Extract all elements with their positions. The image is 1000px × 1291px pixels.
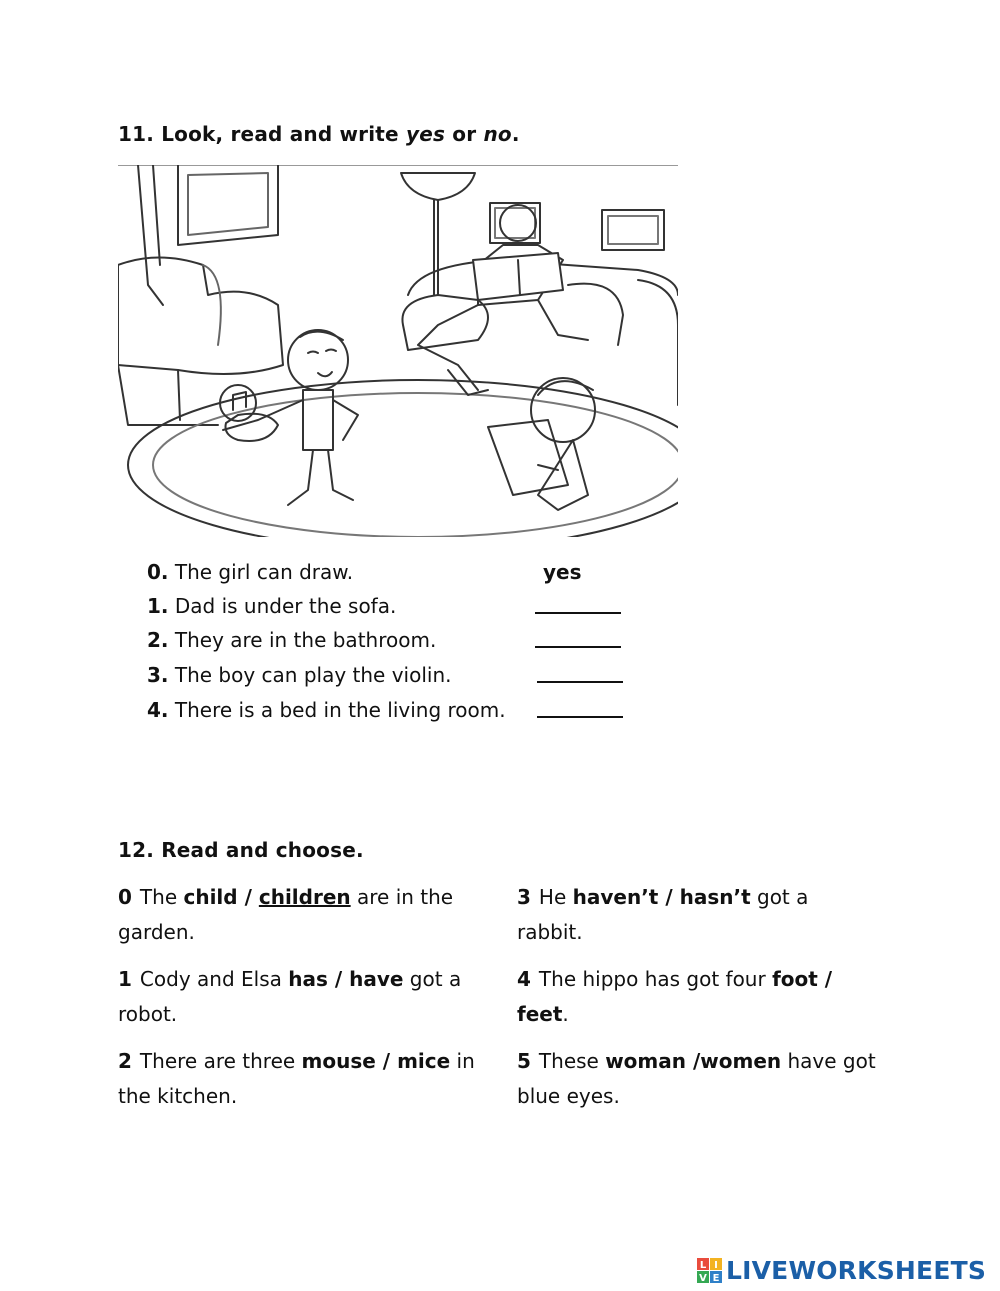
statement-text: The boy can play the violin.: [174, 663, 452, 687]
option-1[interactable]: woman: [605, 1049, 686, 1073]
statement-text: They are in the bathroom.: [174, 628, 437, 652]
choice-item-2: [118, 1044, 480, 1114]
instruction-yes: yes: [406, 122, 446, 146]
exercise-12-heading: 12. Read and choose.: [118, 838, 364, 862]
item-number: 5: [517, 1049, 531, 1073]
statement-text: There is a bed in the living room.: [174, 698, 506, 722]
statement-text: Dad is under the sofa.: [174, 594, 397, 618]
item-text: These: [538, 1049, 599, 1073]
statement-3: [147, 661, 452, 689]
item-text: The hippo has got four: [538, 967, 766, 991]
exercise-11-heading: [118, 122, 520, 146]
answer-line[interactable]: [537, 696, 623, 718]
item-number: 0: [118, 885, 132, 909]
item-text-end: have got blue eyes.: [517, 1049, 876, 1108]
instruction-no: no: [483, 122, 512, 146]
statement-number: 0.: [147, 560, 169, 584]
answer-blank-3[interactable]: [537, 661, 623, 690]
answer-example: yes: [543, 560, 582, 584]
item-text-end: got a rabbit.: [517, 885, 809, 944]
logo-tile: [710, 1271, 722, 1283]
item-number: 2: [118, 1049, 132, 1073]
item-text: The: [139, 885, 178, 909]
item-number: 1: [118, 967, 132, 991]
logo-wordmark: LIVEWORKSHEETS: [726, 1255, 987, 1285]
answer-blank-2[interactable]: [535, 626, 621, 655]
statement-number: 3.: [147, 663, 169, 687]
statement-1: [147, 592, 396, 620]
logo-tile: [710, 1258, 722, 1270]
item-number: 4: [517, 967, 531, 991]
statement-number: 4.: [147, 698, 169, 722]
logo-tile: [697, 1271, 709, 1283]
item-number: 3: [517, 885, 531, 909]
option-2[interactable]: feet: [517, 1002, 563, 1026]
statement-0: [147, 558, 353, 586]
option-2[interactable]: have: [349, 967, 404, 991]
statement-4: [147, 696, 506, 724]
option-separator: /: [817, 967, 833, 991]
option-2[interactable]: mice: [397, 1049, 451, 1073]
item-text-end: got a robot.: [118, 967, 462, 1026]
option-separator: /: [327, 967, 350, 991]
item-text: Cody and Elsa: [139, 967, 282, 991]
option-1[interactable]: has: [288, 967, 328, 991]
svg-text:E: E: [712, 1272, 720, 1283]
item-text-end: are in the garden.: [118, 885, 454, 944]
liveworksheets-logo[interactable]: [697, 1255, 986, 1285]
answer-blank-4[interactable]: [537, 696, 623, 725]
item-text: There are three: [139, 1049, 296, 1073]
choice-item-3: [517, 880, 879, 950]
option-1[interactable]: foot: [772, 967, 818, 991]
item-text: He: [538, 885, 567, 909]
option-1[interactable]: mouse: [301, 1049, 376, 1073]
option-separator: /: [686, 1049, 701, 1073]
choice-item-4: [517, 962, 879, 1032]
living-room-illustration: [118, 165, 678, 537]
option-2[interactable]: hasn’t: [679, 885, 751, 909]
statement-text: The girl can draw.: [174, 560, 354, 584]
option-2-selected[interactable]: children: [258, 885, 351, 909]
answer-line[interactable]: [535, 592, 621, 614]
svg-text:I: I: [714, 1259, 718, 1270]
option-1[interactable]: child: [183, 885, 238, 909]
logo-tile: [697, 1258, 709, 1270]
item-text-end: .: [562, 1002, 569, 1026]
statement-2: [147, 626, 436, 654]
instruction-period: .: [511, 122, 520, 146]
statement-number: 2.: [147, 628, 169, 652]
choice-item-0: [118, 880, 480, 950]
svg-text:V: V: [699, 1272, 707, 1283]
statement-number: 1.: [147, 594, 169, 618]
option-1[interactable]: haven’t: [572, 885, 659, 909]
option-separator: /: [658, 885, 680, 909]
choice-item-5: [517, 1044, 879, 1114]
answer-line[interactable]: [537, 661, 623, 683]
item-text-end: in the kitchen.: [118, 1049, 475, 1108]
instruction-or: or: [452, 122, 477, 146]
choice-item-1: [118, 962, 480, 1032]
answer-line[interactable]: [535, 626, 621, 648]
logo-tiles-icon: [697, 1258, 722, 1283]
option-separator: /: [375, 1049, 398, 1073]
answer-blank-1[interactable]: [535, 592, 621, 621]
instruction-text: Look, read and write: [161, 122, 399, 146]
option-2[interactable]: women: [700, 1049, 782, 1073]
option-separator: /: [237, 885, 259, 909]
exercise-number: 11.: [118, 122, 155, 146]
svg-text:L: L: [699, 1259, 707, 1270]
